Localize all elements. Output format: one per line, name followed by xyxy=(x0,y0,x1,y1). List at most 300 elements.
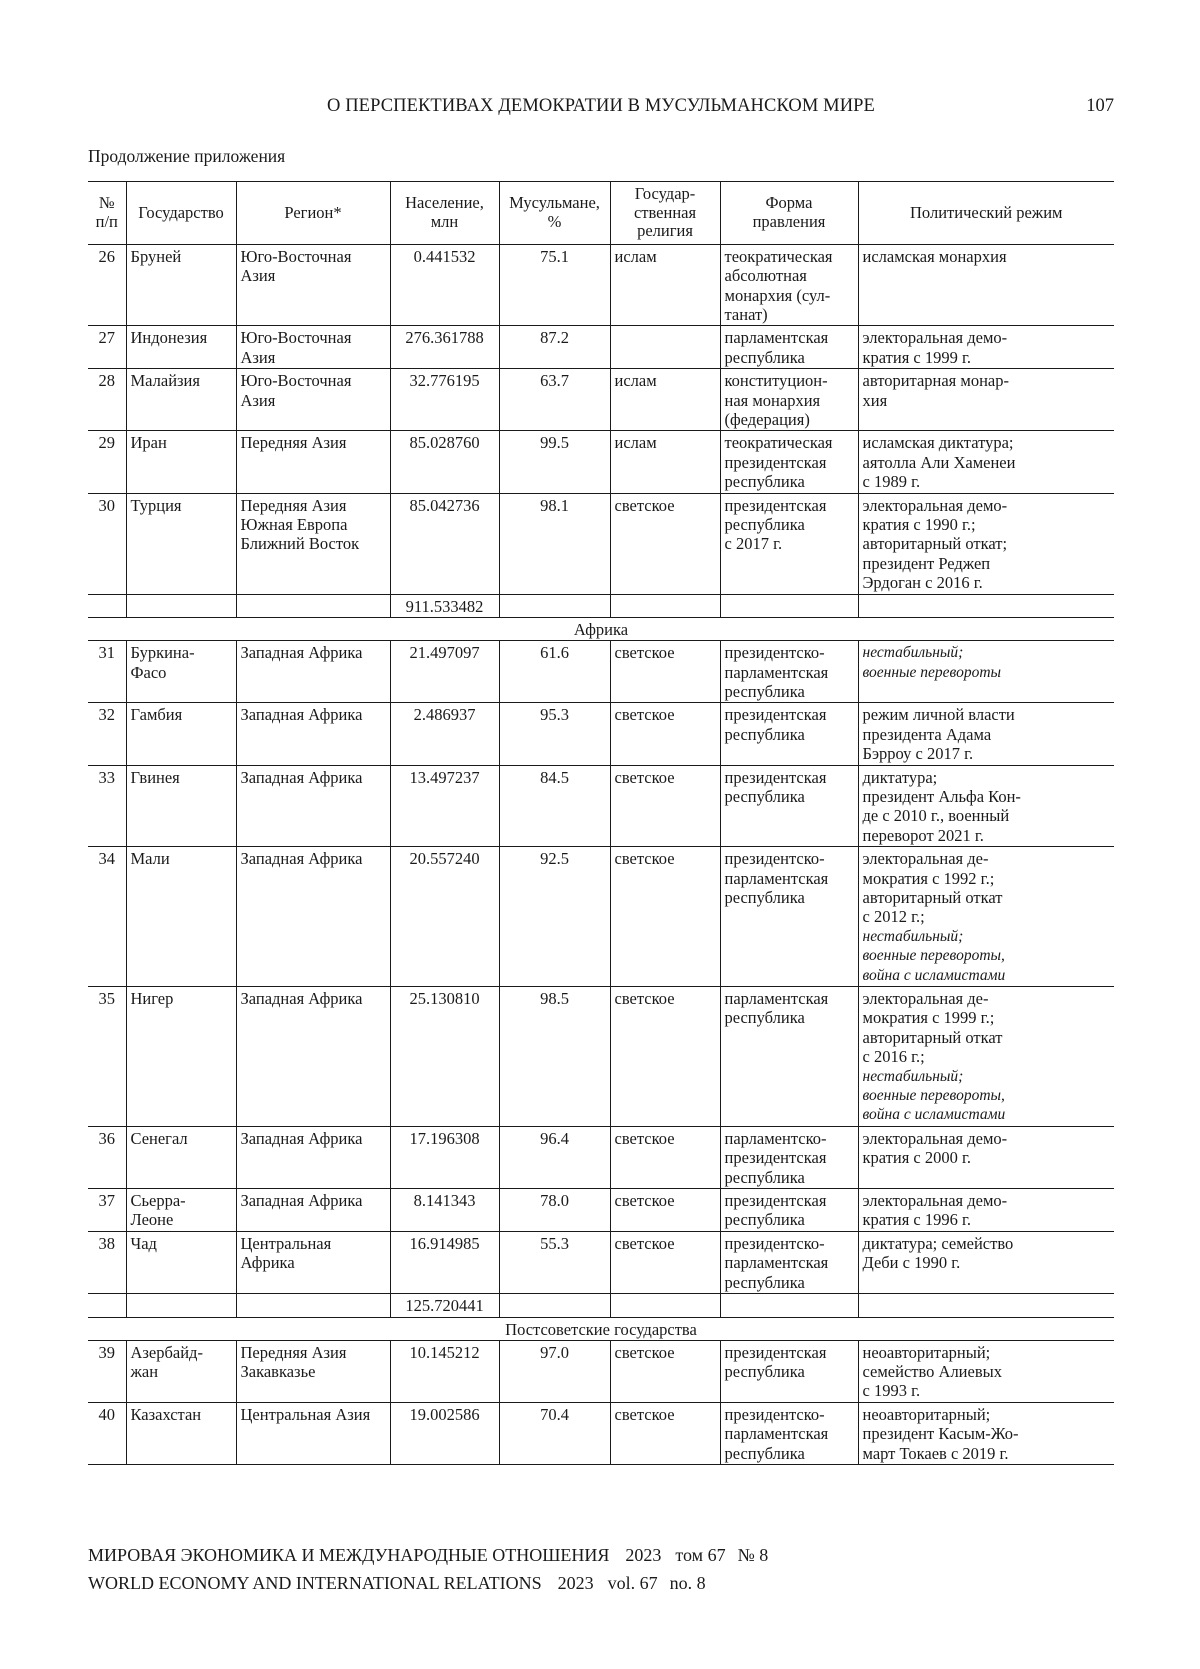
cell-number: 27 xyxy=(88,326,126,369)
table-body xyxy=(88,244,1114,1464)
cell-state xyxy=(126,1340,236,1402)
cell-political-regime xyxy=(858,369,1114,431)
cell-line: Западная Африка xyxy=(240,1191,363,1211)
empty-cell xyxy=(720,1294,858,1317)
cell-state xyxy=(126,244,236,326)
cell-line: светское xyxy=(614,643,675,663)
cell-political-regime xyxy=(858,703,1114,765)
cell-line: электоральная демо- xyxy=(862,495,1008,515)
cell-line: теократическая xyxy=(724,433,833,453)
cell-line: исламская диктатура; xyxy=(862,433,1014,453)
cell-number: 33 xyxy=(88,765,126,847)
header-text-line: п/п xyxy=(95,211,118,231)
cell-line: де с 2010 г., военный xyxy=(862,806,1010,826)
cell-line: Гамбия xyxy=(130,705,183,725)
cell-line: с 1989 г. xyxy=(862,472,921,492)
cell-state xyxy=(126,847,236,987)
header-text-line: ственная xyxy=(633,202,697,222)
cell-line: аятолла Али Хаменеи xyxy=(862,452,1016,472)
cell-line: война с исламистами xyxy=(862,1106,1006,1124)
cell-number: 40 xyxy=(88,1402,126,1464)
section-label: Постсоветские государства xyxy=(88,1317,1114,1340)
empty-cell xyxy=(126,1294,236,1317)
cell-line: Западная Африка xyxy=(240,849,363,869)
table-row xyxy=(88,641,1114,703)
cell-line: военные перевороты xyxy=(862,663,1002,681)
cell-political-regime xyxy=(858,1189,1114,1232)
cell-government-form xyxy=(720,1402,858,1464)
cell-religion xyxy=(610,1340,720,1402)
cell-population: 25.130810 xyxy=(390,987,499,1127)
cell-line: республика xyxy=(724,1272,805,1292)
cell-line: республика xyxy=(724,1443,805,1463)
cell-line: кратия с 2000 г. xyxy=(862,1148,972,1168)
cell-population: 276.361788 xyxy=(390,326,499,369)
section-row xyxy=(88,1317,1114,1340)
cell-population: 13.497237 xyxy=(390,765,499,847)
cell-line: республика xyxy=(724,1167,805,1187)
cell-government-form xyxy=(720,765,858,847)
cell-line: республика xyxy=(724,472,805,492)
cell-line: кратия с 1996 г. xyxy=(862,1210,972,1230)
cell-line: светское xyxy=(614,849,675,869)
cell-muslims: 75.1 xyxy=(499,244,610,326)
cell-political-regime xyxy=(858,493,1114,594)
cell-line: Сьерра- xyxy=(130,1191,186,1211)
cell-population: 85.042736 xyxy=(390,493,499,594)
header-text-line: % xyxy=(547,211,562,231)
running-head xyxy=(88,96,1114,122)
cell-line: электоральная демо- xyxy=(862,1128,1008,1148)
header-text-line: Государ- xyxy=(634,184,696,203)
footer-ru-journal: МИРОВАЯ ЭКОНОМИКА И МЕЖДУНАРОДНЫЕ ОТНОШЕНИЯ xyxy=(88,1545,610,1565)
total-population: 125.720441 xyxy=(390,1294,499,1317)
cell-government-form xyxy=(720,369,858,431)
cell-political-regime xyxy=(858,1340,1114,1402)
cell-state xyxy=(126,703,236,765)
cell-line: Гвинея xyxy=(130,767,180,787)
header-text-line: Регион* xyxy=(284,202,342,222)
cell-religion xyxy=(610,369,720,431)
cell-line: Турция xyxy=(130,495,182,515)
footer-ru-year: 2023 xyxy=(625,1545,662,1565)
header-text-line: Мусульмане, xyxy=(509,193,600,213)
cell-line: Фасо xyxy=(130,662,167,682)
cell-line: ислам xyxy=(614,246,657,266)
cell-government-form xyxy=(720,326,858,369)
cell-line: светское xyxy=(614,1233,675,1253)
footer-en-line xyxy=(88,1569,768,1597)
table-row xyxy=(88,1126,1114,1188)
cell-population: 16.914985 xyxy=(390,1231,499,1293)
cell-line: Эрдоган с 2016 г. xyxy=(862,573,983,593)
cell-line: Передняя Азия xyxy=(240,433,347,453)
cell-line: президентско- xyxy=(724,849,825,869)
cell-state xyxy=(126,641,236,703)
cell-religion xyxy=(610,493,720,594)
cell-line: Западная Африка xyxy=(240,989,363,1008)
cell-line: президентская xyxy=(724,495,827,515)
cell-line: Южная Европа xyxy=(240,515,348,535)
table-caption: Продолжение приложения xyxy=(88,146,286,166)
cell-region xyxy=(236,369,390,431)
cell-religion xyxy=(610,1126,720,1188)
cell-line: президента Адама xyxy=(862,724,992,744)
cell-line: светское xyxy=(614,989,675,1008)
cell-religion xyxy=(610,326,720,369)
cell-political-regime xyxy=(858,641,1114,703)
cell-government-form xyxy=(720,431,858,493)
cell-line: диктатура; семейство xyxy=(862,1233,1014,1253)
cell-line: президентско- xyxy=(724,643,825,663)
header-text-line: Политический режим xyxy=(910,202,1063,222)
cell-line: кратия с 1990 г.; xyxy=(862,515,976,535)
footer-en-volume: vol. 67 xyxy=(607,1573,658,1593)
header-text-line: Население, xyxy=(405,193,484,213)
cell-line: светское xyxy=(614,1128,675,1148)
cell-line: Центральная xyxy=(240,1233,332,1253)
cell-religion xyxy=(610,1189,720,1232)
cell-line: мократия с 1992 г.; xyxy=(862,868,995,888)
cell-population: 85.028760 xyxy=(390,431,499,493)
running-title: О ПЕРСПЕКТИВАХ ДЕМОКРАТИИ В МУСУЛЬМАНСКОМ МИРЕ xyxy=(327,96,875,116)
cell-number: 37 xyxy=(88,1189,126,1232)
cell-muslims: 98.1 xyxy=(499,493,610,594)
cell-region xyxy=(236,1340,390,1402)
empty-cell xyxy=(610,1294,720,1317)
cell-line: авторитарный откат xyxy=(862,887,1003,907)
cell-line: с 1993 г. xyxy=(862,1381,921,1401)
cell-muslims: 96.4 xyxy=(499,1126,610,1188)
cell-government-form xyxy=(720,847,858,987)
table-row xyxy=(88,244,1114,326)
cell-line: военные перевороты, xyxy=(862,1087,1005,1105)
cell-political-regime xyxy=(858,244,1114,326)
table-row xyxy=(88,369,1114,431)
cell-muslims: 87.2 xyxy=(499,326,610,369)
cell-government-form xyxy=(720,1126,858,1188)
cell-line: Бруней xyxy=(130,246,182,266)
cell-line: Западная Африка xyxy=(240,705,363,725)
cell-line: президентская xyxy=(724,767,827,787)
cell-region xyxy=(236,641,390,703)
cell-region xyxy=(236,1126,390,1188)
cell-line: Индонезия xyxy=(130,328,208,348)
cell-line: Нигер xyxy=(130,989,174,1008)
cell-muslims: 78.0 xyxy=(499,1189,610,1232)
header-text-line: млн xyxy=(430,211,459,231)
cell-line: электоральная демо- xyxy=(862,1191,1008,1211)
cell-line: республика xyxy=(724,1008,805,1028)
cell-line: семейство Алиевых xyxy=(862,1361,1002,1381)
cell-line: республика xyxy=(724,515,805,535)
cell-line: светское xyxy=(614,495,675,515)
table-row xyxy=(88,765,1114,847)
cell-religion xyxy=(610,244,720,326)
cell-number: 34 xyxy=(88,847,126,987)
cell-line: Азия xyxy=(240,347,276,367)
cell-state xyxy=(126,431,236,493)
cell-line: президент Реджеп xyxy=(862,553,991,573)
cell-political-regime xyxy=(858,431,1114,493)
cell-line: республика xyxy=(724,1361,805,1381)
empty-cell xyxy=(236,594,390,617)
cell-state xyxy=(126,1126,236,1188)
table-row xyxy=(88,703,1114,765)
cell-line: с 2017 г. xyxy=(724,534,783,554)
empty-cell xyxy=(88,594,126,617)
cell-line: президентская xyxy=(724,705,827,725)
cell-line: март Токаев с 2019 г. xyxy=(862,1443,1009,1463)
cell-political-regime xyxy=(858,987,1114,1127)
cell-line: Чад xyxy=(130,1233,157,1253)
empty-cell xyxy=(610,594,720,617)
cell-population: 17.196308 xyxy=(390,1126,499,1188)
table-row xyxy=(88,1340,1114,1402)
cell-government-form xyxy=(720,1231,858,1293)
cell-line: Малайзия xyxy=(130,371,200,391)
table-row xyxy=(88,987,1114,1127)
table-header-row xyxy=(88,182,1114,245)
cell-line: парламентская xyxy=(724,1253,829,1273)
table-row xyxy=(88,847,1114,987)
cell-line: президентско- xyxy=(724,1404,825,1424)
empty-cell xyxy=(126,594,236,617)
cell-line: Ближний Восток xyxy=(240,534,360,554)
cell-government-form xyxy=(720,244,858,326)
cell-line: Западная Африка xyxy=(240,643,363,663)
header-text-line: правления xyxy=(752,211,826,231)
cell-number: 30 xyxy=(88,493,126,594)
cell-religion xyxy=(610,1402,720,1464)
cell-number: 28 xyxy=(88,369,126,431)
cell-line: Передняя Азия xyxy=(240,1342,347,1362)
cell-population: 0.441532 xyxy=(390,244,499,326)
cell-line: Азия xyxy=(240,390,276,410)
cell-line: электоральная демо- xyxy=(862,328,1008,348)
cell-line: президент Альфа Кон- xyxy=(862,786,1021,806)
cell-government-form xyxy=(720,641,858,703)
empty-cell xyxy=(499,1294,610,1317)
total-population: 911.533482 xyxy=(390,594,499,617)
cell-line: авторитарный откат xyxy=(862,1027,1003,1047)
cell-number: 26 xyxy=(88,244,126,326)
cell-state xyxy=(126,326,236,369)
cell-line: Юго-Восточная xyxy=(240,371,352,391)
cell-line: Иран xyxy=(130,433,167,453)
cell-population: 32.776195 xyxy=(390,369,499,431)
cell-government-form xyxy=(720,1340,858,1402)
cell-line: теократическая xyxy=(724,246,833,266)
header-text-line: Государство xyxy=(138,202,224,222)
cell-line: электоральная де- xyxy=(862,849,989,869)
cell-religion xyxy=(610,847,720,987)
cell-muslims: 92.5 xyxy=(499,847,610,987)
cell-line: нестабильный; xyxy=(862,927,964,945)
cell-line: Центральная Азия xyxy=(240,1404,371,1424)
cell-line: исламская монархия xyxy=(862,246,1007,266)
cell-line: жан xyxy=(130,1361,159,1381)
cell-number: 36 xyxy=(88,1126,126,1188)
cell-line: с 2016 г.; xyxy=(862,1047,925,1067)
header-population xyxy=(390,182,499,245)
cell-line: Азия xyxy=(240,266,276,286)
cell-line: хия xyxy=(862,390,888,410)
cell-region xyxy=(236,1189,390,1232)
cell-number: 38 xyxy=(88,1231,126,1293)
table-row xyxy=(88,1402,1114,1464)
cell-region xyxy=(236,703,390,765)
table-row xyxy=(88,493,1114,594)
cell-line: неоавторитарный; xyxy=(862,1342,991,1362)
cell-region xyxy=(236,847,390,987)
empty-cell xyxy=(499,594,610,617)
cell-state xyxy=(126,1402,236,1464)
cell-line: республика xyxy=(724,1210,805,1230)
cell-number: 39 xyxy=(88,1340,126,1402)
header-state xyxy=(126,182,236,245)
cell-region xyxy=(236,765,390,847)
cell-population: 19.002586 xyxy=(390,1402,499,1464)
cell-line: нестабильный; xyxy=(862,1067,964,1085)
cell-line: светское xyxy=(614,1404,675,1424)
header-num xyxy=(88,182,126,245)
cell-region xyxy=(236,1402,390,1464)
cell-line: военные перевороты, xyxy=(862,947,1005,965)
cell-religion xyxy=(610,641,720,703)
empty-cell xyxy=(858,1294,1114,1317)
cell-region xyxy=(236,326,390,369)
cell-line: парламентская xyxy=(724,989,829,1008)
cell-religion xyxy=(610,431,720,493)
cell-line: режим личной власти xyxy=(862,705,1015,725)
cell-line: республика xyxy=(724,887,805,907)
cell-line: кратия с 1999 г. xyxy=(862,347,972,367)
cell-line: светское xyxy=(614,1342,675,1362)
cell-line: Леоне xyxy=(130,1210,174,1230)
header-government-form xyxy=(720,182,858,245)
header-political-regime xyxy=(858,182,1114,245)
header-text-line: Форма xyxy=(765,193,813,213)
cell-region xyxy=(236,987,390,1127)
cell-population: 8.141343 xyxy=(390,1189,499,1232)
cell-line: Закавказье xyxy=(240,1361,316,1381)
cell-muslims: 95.3 xyxy=(499,703,610,765)
footer-ru-volume: том 67 xyxy=(675,1545,726,1565)
cell-line: парламентская xyxy=(724,1424,829,1444)
cell-state xyxy=(126,369,236,431)
cell-muslims: 70.4 xyxy=(499,1402,610,1464)
data-table xyxy=(88,181,1114,1465)
cell-number: 32 xyxy=(88,703,126,765)
cell-line: ислам xyxy=(614,433,657,453)
cell-population: 2.486937 xyxy=(390,703,499,765)
cell-line: (федерация) xyxy=(724,410,810,430)
cell-state xyxy=(126,493,236,594)
cell-state xyxy=(126,1231,236,1293)
cell-line: Юго-Восточная xyxy=(240,246,352,266)
cell-line: республика xyxy=(724,786,805,806)
cell-line: война с исламистами xyxy=(862,966,1006,984)
cell-political-regime xyxy=(858,326,1114,369)
cell-muslims: 84.5 xyxy=(499,765,610,847)
cell-population: 21.497097 xyxy=(390,641,499,703)
cell-muslims: 61.6 xyxy=(499,641,610,703)
cell-line: Юго-Восточная xyxy=(240,328,352,348)
cell-line: нестабильный; xyxy=(862,644,964,662)
cell-line: президент Касым-Жо- xyxy=(862,1424,1019,1444)
footer-ru-issue: № 8 xyxy=(737,1545,769,1565)
cell-line: Мали xyxy=(130,849,170,869)
table-row xyxy=(88,326,1114,369)
cell-religion xyxy=(610,703,720,765)
header-text-line: № xyxy=(98,193,115,213)
cell-religion xyxy=(610,1231,720,1293)
cell-region xyxy=(236,493,390,594)
cell-muslims: 63.7 xyxy=(499,369,610,431)
cell-line: республика xyxy=(724,347,805,367)
cell-line: Западная Африка xyxy=(240,767,363,787)
cell-line: конституцион- xyxy=(724,371,828,391)
cell-state xyxy=(126,987,236,1127)
cell-line: президентская xyxy=(724,452,827,472)
cell-line: Деби с 1990 г. xyxy=(862,1253,961,1273)
cell-population: 10.145212 xyxy=(390,1340,499,1402)
cell-line: Африка xyxy=(240,1253,295,1273)
cell-government-form xyxy=(720,493,858,594)
cell-line: ная монархия xyxy=(724,390,821,410)
cell-muslims: 55.3 xyxy=(499,1231,610,1293)
cell-muslims: 97.0 xyxy=(499,1340,610,1402)
total-row xyxy=(88,594,1114,617)
empty-cell xyxy=(236,1294,390,1317)
header-religion xyxy=(610,182,720,245)
cell-line: светское xyxy=(614,705,675,725)
cell-line: диктатура; xyxy=(862,767,938,787)
appendix-table xyxy=(88,181,1114,1465)
header-region xyxy=(236,182,390,245)
cell-line: президентская xyxy=(724,1191,827,1211)
cell-line: парламентская xyxy=(724,328,829,348)
footer-en-journal: WORLD ECONOMY AND INTERNATIONAL RELATIONS xyxy=(88,1573,542,1593)
cell-line: республика xyxy=(724,724,805,744)
cell-line: абсолютная xyxy=(724,266,807,286)
table-row xyxy=(88,431,1114,493)
cell-line: парламентская xyxy=(724,662,829,682)
cell-government-form xyxy=(720,703,858,765)
cell-line: парламентско- xyxy=(724,1128,827,1148)
cell-number: 35 xyxy=(88,987,126,1127)
cell-line: светское xyxy=(614,1191,675,1211)
cell-line: переворот 2021 г. xyxy=(862,825,984,845)
cell-state xyxy=(126,1189,236,1232)
page-number: 107 xyxy=(1086,96,1114,116)
cell-political-regime xyxy=(858,1126,1114,1188)
cell-population: 20.557240 xyxy=(390,847,499,987)
cell-line: Буркина- xyxy=(130,643,195,663)
cell-political-regime xyxy=(858,1402,1114,1464)
table-row xyxy=(88,1189,1114,1232)
empty-cell xyxy=(858,594,1114,617)
cell-number: 31 xyxy=(88,641,126,703)
total-row xyxy=(88,1294,1114,1317)
cell-line: Бэрроу с 2017 г. xyxy=(862,744,974,764)
cell-religion xyxy=(610,987,720,1127)
cell-political-regime xyxy=(858,1231,1114,1293)
cell-line: авторитарная монар- xyxy=(862,371,1009,391)
journal-footer xyxy=(88,1541,768,1597)
footer-en-year: 2023 xyxy=(557,1573,594,1593)
